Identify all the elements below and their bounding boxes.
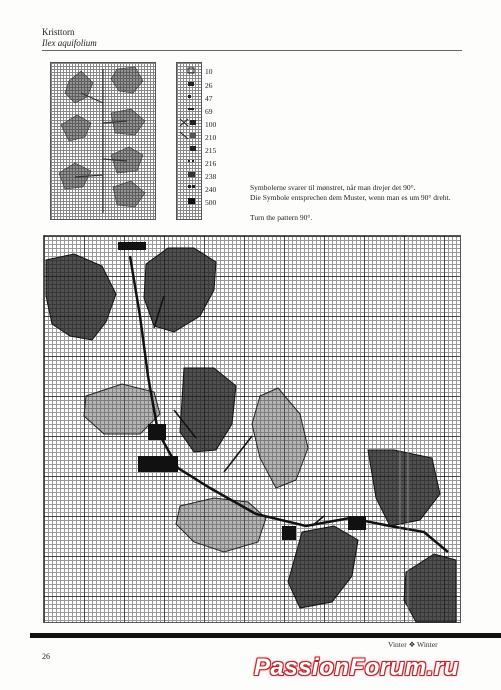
key-code: 238 bbox=[205, 172, 217, 181]
key-symbols bbox=[180, 66, 200, 216]
watermark: PassionForum.ru bbox=[254, 654, 459, 681]
key-code: 210 bbox=[205, 133, 217, 142]
pattern-title: Kristtorn bbox=[42, 27, 75, 37]
rotation-note-danish: Symbolerne svarer til mønstret, når man drejer det 90°. bbox=[250, 183, 416, 192]
key-symbol-238 bbox=[188, 172, 195, 177]
key-symbol-10 bbox=[188, 68, 194, 73]
rotation-note-german: Die Symbole entsprechen dem Muster, wenn man es um 90° dreht. bbox=[250, 193, 451, 202]
overview-chart bbox=[50, 62, 156, 220]
main-chart bbox=[43, 235, 461, 623]
page-number: 26 bbox=[42, 652, 50, 661]
overview-motif bbox=[51, 63, 155, 219]
key-code: 215 bbox=[205, 146, 217, 155]
key-symbol-47 bbox=[188, 95, 191, 98]
rotation-note-english: Turn the pattern 90°. bbox=[250, 213, 313, 222]
key-symbol-500 bbox=[188, 198, 195, 204]
key-symbol-240 bbox=[188, 185, 191, 188]
key-code: 100 bbox=[205, 120, 217, 129]
key-code: 216 bbox=[205, 159, 217, 168]
key-code: 26 bbox=[205, 81, 213, 90]
key-code: 69 bbox=[205, 107, 213, 116]
footer-bar bbox=[30, 633, 501, 638]
key-code: 240 bbox=[205, 185, 217, 194]
key-symbol-210 bbox=[180, 132, 188, 139]
key-symbol-215 bbox=[190, 146, 196, 151]
section-label: Vinter ❖ Winter bbox=[388, 640, 438, 649]
key-symbol-26 bbox=[188, 82, 194, 86]
key-code: 500 bbox=[205, 198, 217, 207]
header-rule bbox=[42, 50, 462, 51]
key-symbol-100 bbox=[180, 119, 188, 126]
main-motif bbox=[44, 236, 460, 622]
pattern-subtitle: Ilex aquifolium bbox=[42, 38, 97, 48]
key-symbol-216 bbox=[188, 160, 190, 162]
key-symbol-69 bbox=[188, 108, 194, 110]
key-code: 47 bbox=[205, 94, 213, 103]
key-code: 10 bbox=[205, 67, 213, 76]
